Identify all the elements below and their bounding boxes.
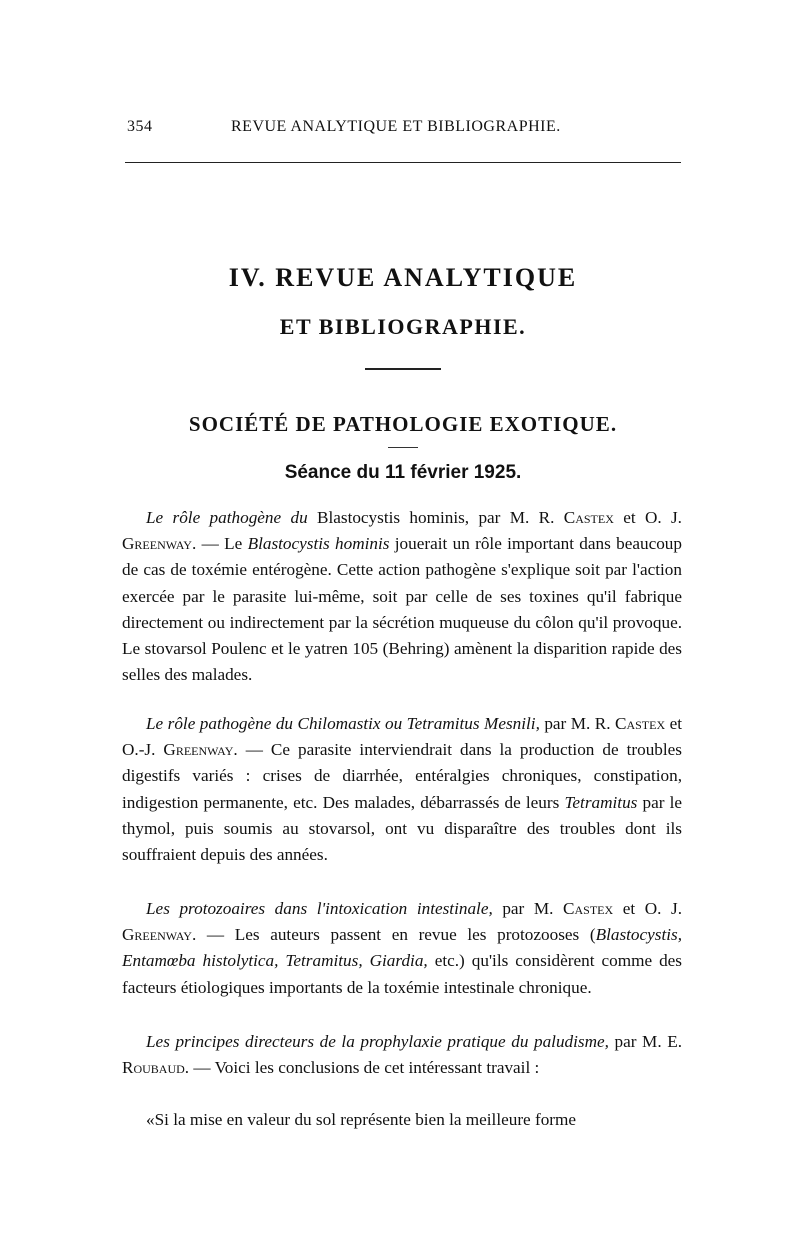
- abstract-title: Les principes directeurs de la prophylaxie pratique du paludisme,: [146, 1032, 609, 1051]
- title-divider: [365, 368, 441, 370]
- body-text: — Le: [196, 534, 248, 554]
- body-text: etc.) qu'ils considèrent comme des facteurs étiologiques importants de la toxémie intestinale chronique.: [122, 951, 682, 997]
- session-heading: Séance du 11 février 1925.: [284, 462, 522, 483]
- species-name: Blastocystis, Entamœba histolytica, Tetramitus, Giardia,: [122, 925, 682, 971]
- author-name: Greenway.: [122, 534, 197, 554]
- author-name: Castex: [614, 714, 666, 733]
- running-header: [127, 118, 680, 140]
- abstract-paragraph: [122, 1029, 682, 1081]
- author-name: Roubaud.: [122, 1058, 190, 1078]
- abstract-title: Le rôle pathogène du Chilomastix ou Tetramitus Mesnili,: [146, 714, 540, 733]
- abstract-paragraph: [122, 711, 682, 868]
- chapter-subtitle: ET BIBLIOGRAPHIE.: [279, 314, 527, 339]
- byline-text: et O. J.: [613, 508, 682, 527]
- byline-text: par M. E.: [608, 1032, 682, 1051]
- abstract-title: Les protozoaires dans l'intoxication intestinale,: [146, 899, 493, 918]
- abstract-paragraph: [122, 896, 682, 1001]
- author-name: Castex: [563, 508, 614, 527]
- header-rule: [125, 162, 681, 163]
- section-title: SOCIÉTÉ DE PATHOLOGIE EXOTIQUE.: [188, 412, 618, 436]
- byline-text: et O.-J.: [122, 714, 682, 760]
- author-name: Castex: [563, 899, 614, 918]
- author-name: Greenway.: [122, 925, 197, 945]
- byline-text: par M. R.: [539, 714, 615, 733]
- body-text: — Voici les conclusions de cet intéressant travail :: [189, 1058, 540, 1078]
- abstract-paragraph: [122, 505, 682, 688]
- body-text: — Ce parasite interviendrait dans la production de troubles digestifs variés : crises de diarrhée, entéralgies chroniques, constipation, indigestion permanente, etc. Des malades, débarrassés de leurs: [122, 740, 682, 812]
- body-text: «Si la mise en valeur du sol représente bien la meilleure forme: [146, 1110, 577, 1129]
- author-name: Greenway.: [163, 740, 238, 760]
- body-text: par le thymol, puis soumis au stovarsol, ont vu disparaître des troubles dont ils souffraient depuis des années.: [122, 792, 682, 865]
- species-name: Tetramitus: [564, 792, 638, 812]
- quotation-paragraph: [122, 1107, 682, 1133]
- byline-text: par M.: [492, 899, 564, 918]
- running-title: REVUE ANALYTIQUE ET BIBLIOGRAPHIE.: [231, 118, 561, 135]
- section-divider: [388, 447, 418, 448]
- chapter-title: IV. REVUE ANALYTIQUE: [228, 263, 578, 292]
- abstract-title: Le rôle pathogène du: [146, 508, 308, 527]
- body-text: — Les auteurs passent en revue les protozooses (: [196, 925, 596, 945]
- species-name: Blastocystis hominis: [247, 534, 390, 554]
- byline-text: Blastocystis hominis, par M. R.: [307, 508, 564, 527]
- byline-text: et O. J.: [613, 899, 682, 918]
- page-number: 354: [127, 118, 153, 135]
- body-text: jouerait un rôle important dans beaucoup de cas de toxémie entérogène. Cette action pathogène s'explique soit par l'action exercée par le parasite lui-même, soit par celle de ses toxines qu'il fabrique directement ou indirectement par la sécrétion muqueuse du côlon qu'il provoque. Le stovarsol Poulenc et le yatren 105 (Behring) amènent la disparition rapide des selles des malades.: [122, 534, 682, 685]
